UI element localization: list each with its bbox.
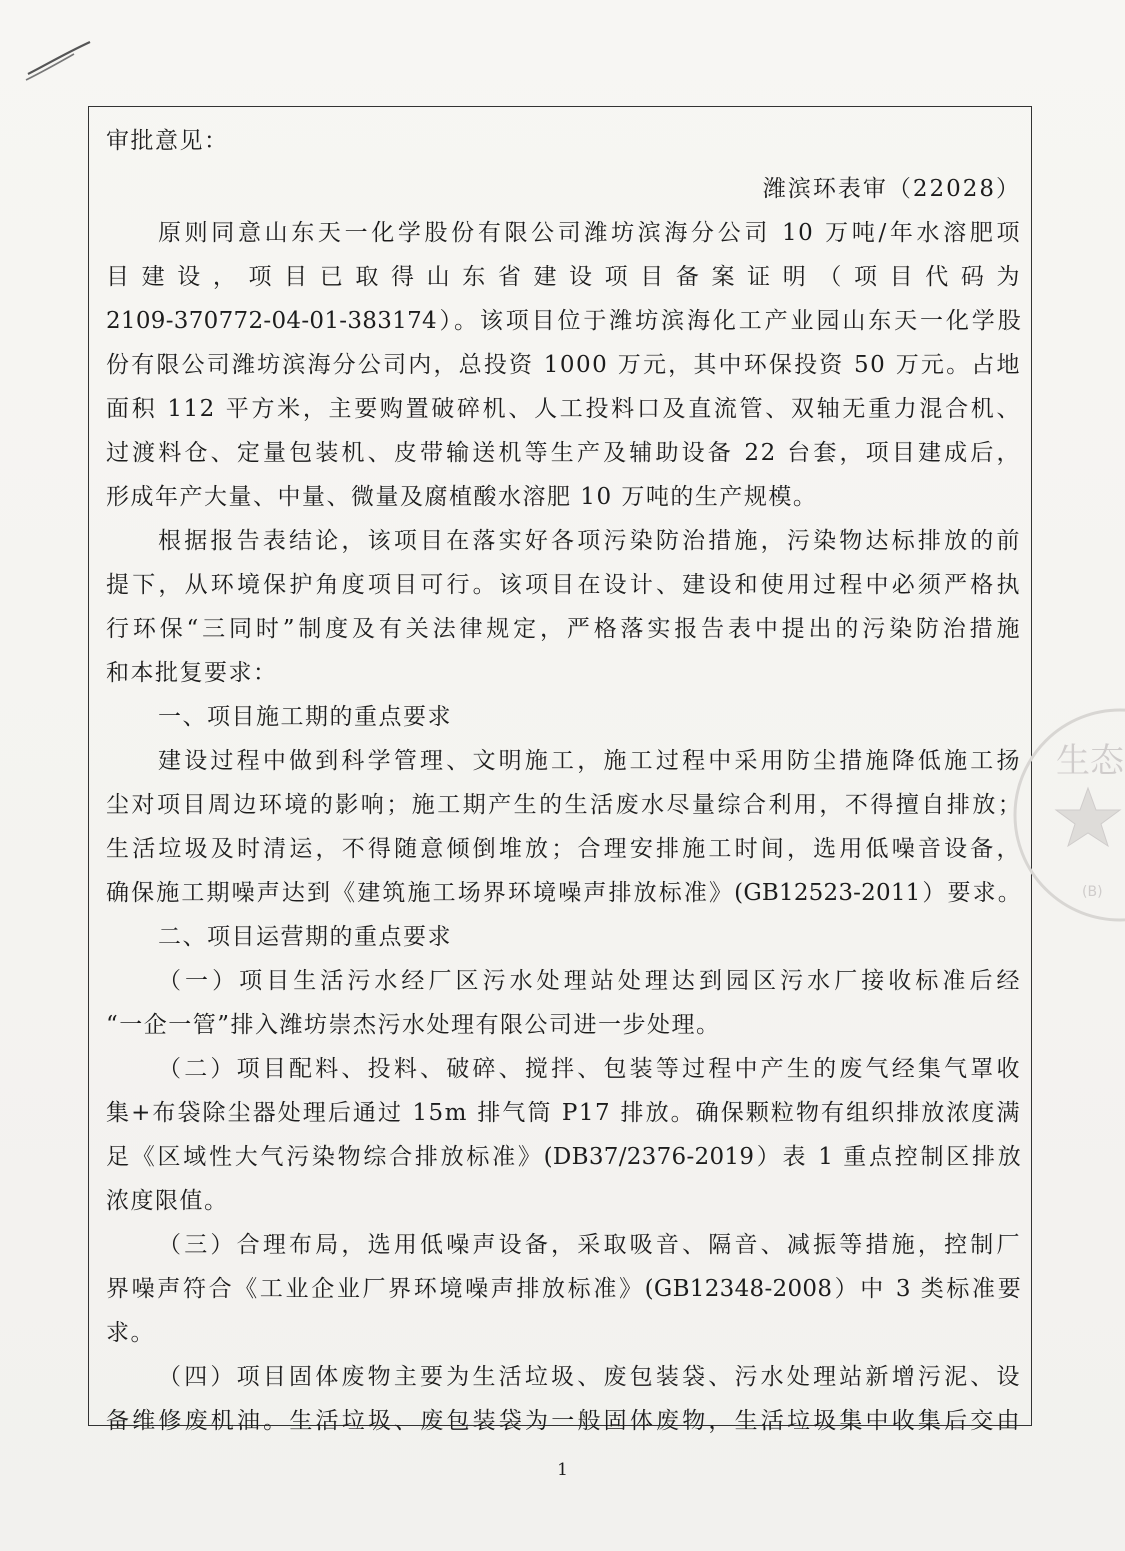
section-heading: 二、项目运营期的重点要求 [158,924,452,950]
section-heading: 一、项目施工期的重点要求 [158,704,452,730]
body-line: （二）项目配料、投料、破碎、搅拌、包装等过程中产生的废气经集气罩收 [158,1056,1021,1082]
official-seal [1010,700,1125,930]
body-line: 足《区域性大气污染物综合排放标准》(DB37/2376-2019）表 1 重点控制区排放 [106,1144,1021,1170]
body-line: 生活垃圾及时清运，不得随意倾倒堆放；合理安排施工时间，选用低噪音设备， [106,836,1021,862]
reference-number: 潍滨环表审（22028） [762,176,1021,202]
body-line: 提下，从环境保护角度项目可行。该项目在设计、建设和使用过程中必须严格执 [106,572,1021,598]
body-line: 浓度限值。 [106,1188,229,1214]
body-line: 2109-370772-04-01-383174）。该项目位于潍坊滨海化工产业园山东天一化学股 [106,308,1021,334]
body-line: 形成年产大量、中量、微量及腐植酸水溶肥 10 万吨的生产规模。 [106,484,818,510]
body-line: 行环保“三同时”制度及有关法律规定，严格落实报告表中提出的污染防治措施 [106,616,1021,642]
approval-heading: 审批意见： [106,128,229,154]
body-line: 过渡料仓、定量包装机、皮带输送机等生产及辅助设备 22 台套，项目建成后， [106,440,1021,466]
body-line: 目建设，项目已取得山东省建设项目备案证明（项目代码为 [106,264,1021,290]
body-line: “一企一管”排入潍坊崇杰污水处理有限公司进一步处理。 [106,1012,721,1038]
pen-mark [24,36,94,86]
body-line: 备维修废机油。生活垃圾、废包装袋为一般固体废物，生活垃圾集中收集后交由 [106,1408,1021,1434]
body-line: （一）项目生活污水经厂区污水处理站处理达到园区污水厂接收标准后经 [158,968,1021,994]
body-line: （三）合理布局，选用低噪声设备，采取吸音、隔音、减振等措施，控制厂 [158,1232,1021,1258]
body-line: （四）项目固体废物主要为生活垃圾、废包装袋、污水处理站新增污泥、设 [158,1364,1021,1390]
body-line: 根据报告表结论，该项目在落实好各项污染防治措施，污染物达标排放的前 [158,528,1021,554]
body-line: 原则同意山东天一化学股份有限公司潍坊滨海分公司 10 万吨/年水溶肥项 [158,220,1021,246]
body-line: 求。 [106,1320,155,1346]
body-line: 确保施工期噪声达到《建筑施工场界环境噪声排放标准》(GB12523-2011）要求。 [106,880,1021,906]
seal-code: (B) [1082,884,1103,900]
body-line: 和本批复要求： [106,660,278,686]
seal-text: 生态 [1056,741,1124,781]
body-line: 尘对项目周边环境的影响；施工期产生的生活废水尽量综合利用，不得擅自排放； [106,792,1021,818]
body-line: 建设过程中做到科学管理、文明施工，施工过程中采用防尘措施降低施工扬 [158,748,1021,774]
page-number: 1 [557,1460,568,1480]
body-line: 界噪声符合《工业企业厂界环境噪声排放标准》(GB12348-2008）中 3 类标准要 [106,1276,1021,1302]
body-line: 集+布袋除尘器处理后通过 15m 排气筒 P17 排放。确保颗粒物有组织排放浓度满 [106,1100,1021,1126]
body-line: 面积 112 平方米，主要购置破碎机、人工投料口及直流管、双轴无重力混合机、 [106,396,1021,422]
body-line: 份有限公司潍坊滨海分公司内，总投资 1000 万元，其中环保投资 50 万元。占地 [106,352,1021,378]
